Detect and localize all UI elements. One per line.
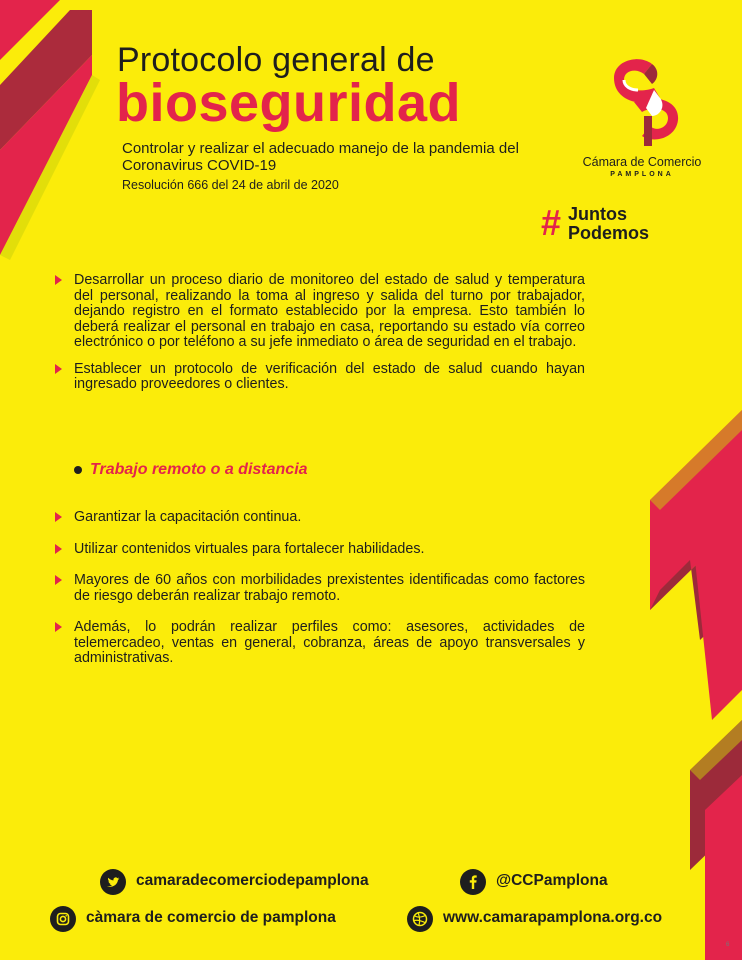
logo-sub: PAMPLONA [610, 171, 674, 178]
facebook-icon [460, 869, 486, 895]
bullet-list-top [55, 273, 585, 393]
list-item-text: Mayores de 60 años con morbilidades prexistentes identificadas como factores de riesgo deberán realizar trabajo remoto. [74, 572, 585, 604]
list-item-text: Establecer un protocolo de verificación del estado de salud cuando hayan ingresado proveedores o clientes. [74, 360, 585, 392]
hashtag-text [568, 205, 649, 243]
twitter-icon [100, 869, 126, 895]
hashtag-line1: Juntos [568, 204, 628, 224]
camara-comercio-logo-icon [594, 50, 690, 150]
bullet-arrow-icon [55, 544, 62, 554]
hashtag-symbol: # [541, 202, 562, 243]
globe-icon [407, 906, 433, 932]
bullet-list-bottom [55, 510, 585, 683]
bullet-arrow-icon [55, 622, 62, 632]
bullet-arrow-icon [55, 364, 62, 374]
subtitle: Controlar y realizar el adecuado manejo de la pandemia del Coronavirus COVID-19 [122, 140, 519, 174]
list-item [55, 510, 585, 526]
list-item-text: Desarrollar un proceso diario de monitoreo del estado de salud y temperatura del personal, realizando la toma al ingreso y salida del turno por trabajador, dejando registro en el formato establecido por la empresa. Esto también lo deberá realizar el personal en trabajo en casa, reportando su estado vía correo electrónico o por teléfono a su jefe inmediato o área de seguridad en el trabajo. [74, 272, 585, 350]
bullet-dot-icon [74, 466, 82, 474]
instagram-icon [50, 906, 76, 932]
bullet-arrow-icon [55, 275, 62, 285]
list-item-text: Garantizar la capacitación continua. [74, 509, 302, 525]
title-line2: bioseguridad [116, 73, 462, 133]
list-item [55, 273, 585, 351]
section-heading-text: Trabajo remoto o a distancia [90, 461, 308, 478]
twitter-handle: camaradecomerciodepamplona [136, 872, 369, 889]
website-url: www.camarapamplona.org.co [443, 909, 663, 926]
list-item-text: Además, lo podrán realizar perfiles como: asesores, actividades de telemercadeo, ventas en general, cobranza, áreas de apoyo transversales y administrativas. [74, 619, 585, 666]
list-item-text: Utilizar contenidos virtuales para fortalecer habilidades. [74, 540, 425, 557]
list-item [55, 362, 585, 393]
section-heading [74, 461, 308, 479]
bullet-arrow-icon [55, 575, 62, 585]
list-item [55, 620, 585, 667]
facebook-handle: @CCPamplona [496, 872, 608, 889]
page-number: 6 [726, 942, 730, 948]
hashtag-line2: Podemos [568, 223, 650, 243]
list-item [55, 573, 585, 604]
logo-name: Cámara de Comercio [582, 155, 702, 169]
bullet-arrow-icon [55, 512, 62, 522]
title-line1: Protocolo general de [117, 41, 435, 79]
resolution: Resolución 666 del 24 de abril de 2020 [122, 178, 339, 192]
list-item [55, 542, 585, 558]
instagram-handle: càmara de comercio de pamplona [86, 909, 336, 926]
